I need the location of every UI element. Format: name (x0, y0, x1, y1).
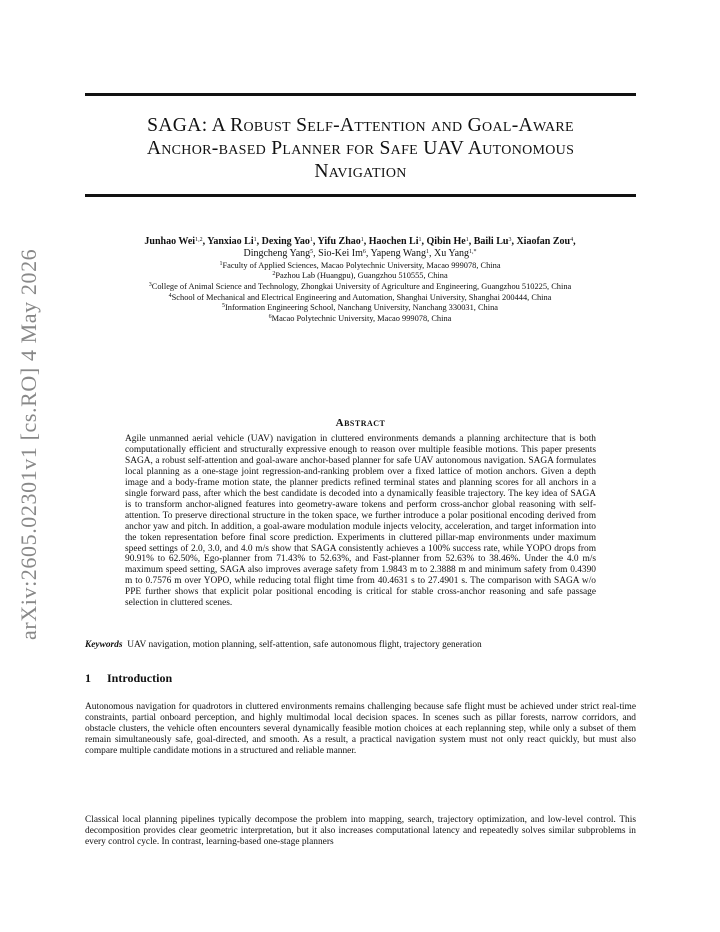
author-name: Xu Yang (434, 248, 470, 260)
author-affil-mark: 1,2 (195, 237, 203, 243)
author-block (60, 236, 660, 324)
keywords-text: UAV navigation, motion planning, self-attention, safe autonomous flight, trajectory generation (127, 640, 482, 650)
affiliation-text: Pazhou Lab (Huangpu), Guangzhou 510555, China (275, 271, 448, 281)
author-affil-mark: 1 (465, 237, 469, 243)
affiliation-mark: 1 (219, 260, 223, 267)
affiliation (60, 293, 660, 304)
author-name: Yifu Zhao (317, 236, 361, 247)
body-paragraph: Classical local planning pipelines typically decompose the problem into mapping, search, trajectory optimization, and low-level control. This decomposition provides clear geometric interpretation, but it also increases computational latency and repeatedly solves similar subproblems in every control cycle. In contrast, learning-based one-stage planners (85, 815, 636, 847)
author-name: Qibin He (426, 236, 466, 247)
title-line: Navigation (314, 161, 407, 182)
affiliation (60, 271, 660, 282)
title-line: SAGA: A Robust Self-Attention and Goal-Aware (147, 115, 574, 136)
author-affil-mark: 1 (426, 249, 429, 256)
author-affil-mark: 4 (570, 237, 574, 243)
author-name: Xiaofan Zou (516, 236, 571, 247)
author-affil-mark: 1 (253, 237, 257, 243)
author-affil-mark: 3 (508, 237, 512, 243)
title-top-rule (85, 93, 636, 96)
section-number: 1 (85, 671, 91, 685)
author-name: Baili Lu (473, 236, 509, 247)
affiliation-text: School of Mechanical and Electrical Engineering and Automation, Shanghai University, Shanghai 200444, China (171, 292, 552, 302)
author-name: Sio-Kei Im (318, 248, 363, 260)
affiliation-mark: 2 (272, 271, 276, 278)
affiliation-mark: 5 (222, 303, 225, 310)
author-affil-mark: 1,* (469, 249, 477, 256)
author-line: Dingcheng Yang$^5$, Sio-Kei Im$^6$, Yapeng Wang$^1$, Xu Yang$^{1,*}$ (243, 248, 477, 260)
affiliation (60, 282, 660, 293)
body-paragraph: Autonomous navigation for quadrotors in cluttered environments remains challenging because safe flight must be achieved under strict real-time constraints, partial onboard perception, and highly multimodal local decision spaces. In scenes such as pillar forests, narrow corridors, and obstacle clusters, the vehicle often encounters several dynamically feasible motion choices at each replanning step, while only a subset of them remain simultaneously safe, goal-directed, and smooth. As a result, a practical navigation system must not only react quickly, but must also compare multiple candidate motions in a structured and reliable manner. (85, 702, 636, 756)
keywords (85, 639, 636, 651)
affiliation (60, 303, 660, 314)
paper-title (85, 114, 636, 183)
affiliation-mark: 3 (148, 282, 152, 288)
author-affil-mark: 6 (362, 249, 366, 256)
author-line: Junhao Wei$^{1,2}$, Yanxiao Li$^1$, Dexing Yao$^1$, Yifu Zhao$^1$, Haochen Li$^1$, Qibin He$^1$, Baili Lu$^3$, Xiaofan Zou$^4$, (144, 236, 576, 247)
author-name: Dingcheng Yang (243, 248, 311, 260)
affiliation-text: Faculty of Applied Sciences, Macao Polytechnic University, Macao 999078, China (222, 260, 501, 270)
author-name: Junhao Wei (144, 236, 196, 247)
author-affil-mark: 1 (418, 237, 422, 243)
abstract-heading: Abstract (335, 417, 386, 429)
author-name: Yapeng Wang (370, 248, 426, 260)
affiliation-text: College of Animal Science and Technology, Zhongkai University of Agriculture and Engineering, Guangzhou 510225, China (151, 282, 572, 291)
title-bottom-rule (85, 194, 636, 197)
affiliation-mark: 6 (268, 313, 272, 320)
arxiv-identifier-text: arXiv:2605.02301v1 [cs.RO] 4 May 2026 (16, 248, 41, 640)
author-affil-mark: 5 (310, 249, 314, 256)
author-affil-mark: 1 (309, 237, 313, 243)
section-title: Introduction (107, 671, 173, 685)
affiliation (60, 314, 660, 325)
keywords-label: Keywords (85, 640, 123, 650)
affiliation (60, 261, 660, 272)
affiliation-text: Macao Polytechnic University, Macao 999078, China (271, 313, 452, 323)
author-affil-mark: 1 (360, 237, 364, 243)
section-heading (85, 671, 172, 686)
affiliation-mark: 4 (168, 292, 172, 299)
author-name: Dexing Yao (261, 236, 310, 247)
abstract-text: Agile unmanned aerial vehicle (UAV) navigation in cluttered environments demands a planning architecture that is both computationally efficient and structurally expressive enough to reason over multiple feasible motions. This paper presents SAGA, a robust self-attention and goal-aware anchor-based planner for safe UAV autonomous navigation. SAGA formulates local planning as a one-stage joint regression-and-ranking problem over a fixed lattice of motion anchors. Given a depth image and a body-frame motion state, the planner predicts refined terminal states and planning scores for all anchors in a single forward pass, after which the best candidate is decoded into a dynamically feasible trajectory. The key idea of SAGA is to transform anchor-aligned features into geometry-aware tokens and perform cross-anchor global reasoning with self-attention. To preserve directional structure in the token space, we further introduce a polar positional encoding derived from anchor yaw and pitch. In addition, a goal-aware modulation module injects velocity, acceleration, and target information into the token representation before final score prediction. Experiments in cluttered pillar-map environments under maximum speed settings of 2.0, 3.0, and 4.0 m/s show that SAGA consistently achieves a 100% success rate, while YOPO drops from 90.91% to 62.50%, Ego-planner from 71.43% to 52.63%, and Fast-planner from 52.63% to 38.46%. Under the 4.0 m/s maximum speed setting, SAGA also improves average safety from 1.9843 m to 2.3888 m and minimum safety from 0.4390 m to 0.7576 m over YOPO, while reducing total flight time from 40.4631 s to 27.4901 s. The comparison with SAGA w/o PPE further shows that explicit polar positional encoding is critical for stable cross-anchor reasoning and safe passage selection in cluttered scenes. (125, 434, 596, 609)
title-line: Anchor-based Planner for Safe UAV Autonomous (146, 138, 575, 159)
author-name: Yanxiao Li (207, 236, 254, 247)
author-name: Haochen Li (368, 236, 419, 247)
affiliation-text: Information Engineering School, Nanchang University, Nanchang 330031, China (225, 303, 498, 313)
